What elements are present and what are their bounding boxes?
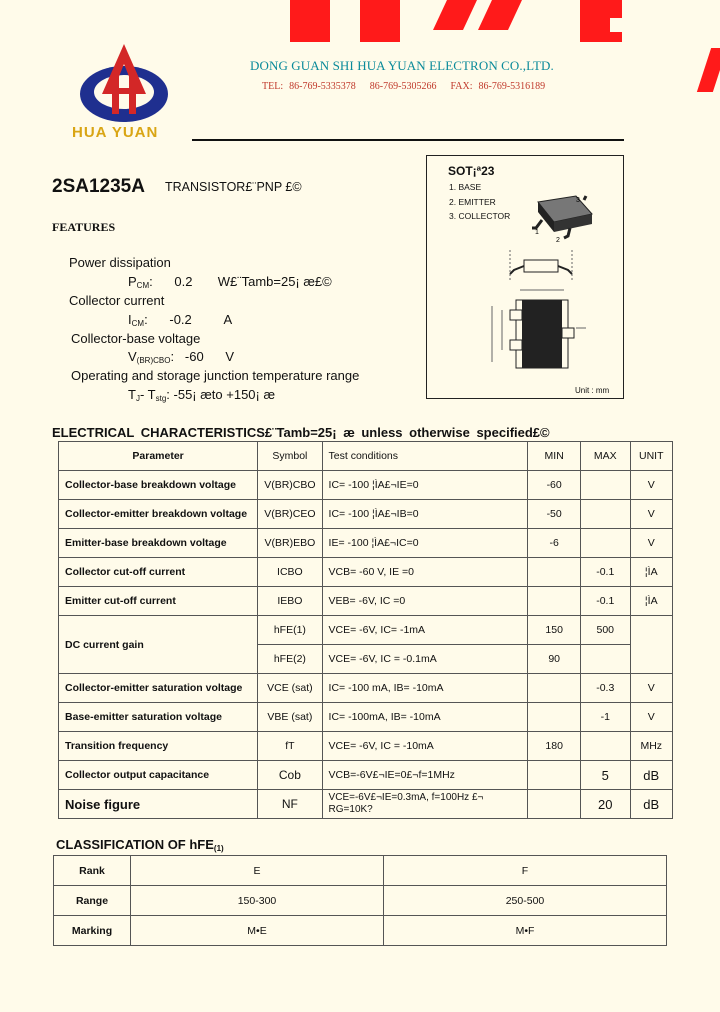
unit-cell: dB [630,761,672,790]
unit-cell [630,616,672,674]
min-cell [528,761,581,790]
min-cell [528,587,581,616]
icm-value: : -0.2 A [144,312,233,327]
table-row [54,886,667,916]
max-cell [581,732,630,761]
table-row [59,732,673,761]
electrical-table [58,441,673,819]
unit-cell: V [630,500,672,529]
vcbo-value: : -60 V [170,349,235,364]
param-cell: Collector-emitter saturation voltage [59,674,258,703]
min-cell [528,558,581,587]
vcbo-line [128,349,234,365]
company-name: DONG GUAN SHI HUA YUAN ELECTRON CO.,LTD. [250,58,554,73]
sot23-package-drawing [480,190,620,380]
cb-voltage-label: Collector-base voltage [71,331,201,346]
classification-title [56,837,224,853]
brand-name: HUA YUAN [72,124,159,141]
header-max: MAX [581,442,630,471]
tel-2: 86-769-5305266 [369,81,437,92]
table-row [59,790,673,819]
param-cell: Transition frequency [59,732,258,761]
package-name: SOT¡ª23 [448,164,495,178]
watermark-stroke [360,0,400,42]
header-parameter: Parameter [59,442,258,471]
range-e: 150-300 [131,886,384,916]
tstg-symbol: - T [139,387,156,402]
header-symbol: Symbol [258,442,322,471]
rank-f: F [384,856,667,886]
cond-cell: IC= -100mA, IB= -10mA [322,703,528,732]
watermark-stroke [610,18,630,32]
rank-label: Rank [54,856,131,886]
vcbo-symbol: V [128,349,137,364]
header-min: MIN [528,442,581,471]
header-conditions: Test conditions [322,442,528,471]
min-cell: 90 [528,645,581,674]
power-label: Power dissipation [69,255,171,270]
table-row [59,587,673,616]
collector-label: Collector current [69,293,165,308]
tj-symbol: T [128,387,136,402]
min-cell: 180 [528,732,581,761]
fax-number: 86-769-5316189 [478,81,546,92]
min-cell: -6 [528,529,581,558]
symbol-cell: hFE(1) [258,616,322,645]
pcm-value: : 0.2 W£¨Tamb=25¡ æ£© [149,274,332,289]
temp-value: : -55¡ æto +150¡ æ [166,387,276,402]
pcm-sub: CM [136,281,150,290]
classification-title-text: CLASSIFICATION OF hFE [56,837,214,852]
cond-cell: VCE= -6V, IC= -1mA [322,616,528,645]
pin-2-label: 2. EMITTER [449,197,496,207]
table-row [59,703,673,732]
part-number: 2SA1235A [52,176,145,197]
part-type: TRANSISTOR£¨PNP £© [165,180,302,194]
max-cell [581,529,630,558]
max-cell: -0.1 [581,558,630,587]
min-cell: -50 [528,500,581,529]
param-cell: Collector-base breakdown voltage [59,471,258,500]
cond-cell: VEB= -6V, IC =0 [322,587,528,616]
min-cell: -60 [528,471,581,500]
tel-1: 86-769-5335378 [289,81,356,92]
pin-mark-3: 3 [576,197,580,204]
marking-e: M•E [131,916,384,946]
classification-title-sub: (1) [213,844,224,853]
tstg-sub: stg [155,394,167,403]
cond-cell: IC= -100 mA, IB= -10mA [322,674,528,703]
rank-e: E [131,856,384,886]
param-cell: Base-emitter saturation voltage [59,703,258,732]
cond-cell: VCE= -6V, IC = -0.1mA [322,645,528,674]
param-cell: Noise figure [59,790,258,819]
max-cell [581,500,630,529]
watermark-stroke [697,48,720,92]
unit-cell: dB [630,790,672,819]
cond-cell: VCB=-6V£¬IE=0£¬f=1MHz [322,761,528,790]
unit-cell: V [630,471,672,500]
pin-1-label: 1. BASE [449,182,482,192]
pcm-line [128,274,332,290]
watermark-stroke [478,0,522,30]
cond-cell: VCE= -6V, IC = -10mA [322,732,528,761]
min-cell [528,703,581,732]
fax-label: FAX: [450,81,473,92]
unit-cell: ¦ÌA [630,558,672,587]
unit-label: Unit : mm [575,386,610,395]
table-row [59,471,673,500]
max-cell: 500 [581,616,630,645]
table-row [59,529,673,558]
table-row [59,674,673,703]
cond-cell: IE= -100 ¦ÌA£¬IC=0 [322,529,528,558]
symbol-cell: NF [258,790,322,819]
symbol-cell: V(BR)CEO [258,500,322,529]
unit-cell: V [630,674,672,703]
param-cell: Emitter-base breakdown voltage [59,529,258,558]
symbol-cell: V(BR)EBO [258,529,322,558]
temp-line [128,387,275,403]
watermark-stroke [290,0,330,42]
marking-label: Marking [54,916,131,946]
temp-label: Operating and storage junction temperature range [71,368,360,383]
pin-3-label: 3. COLLECTOR [449,211,511,221]
symbol-cell: ICBO [258,558,322,587]
features-title: FEATURES [52,220,116,234]
header-divider [192,139,624,141]
symbol-cell: IEBO [258,587,322,616]
hua-yuan-logo [70,42,178,124]
table-row [59,761,673,790]
electrical-title: ELECTRICAL CHARACTERISTICS£¨Tamb=25¡ æ unless otherwise specified£© [52,425,550,440]
cond-cell: IC= -100 ¦ÌA£¬IB=0 [322,500,528,529]
max-cell [581,645,630,674]
cond-cell: VCE=-6V£¬IE=0.3mA, f=100Hz £¬ RG=10K? [322,790,528,819]
symbol-cell: V(BR)CBO [258,471,322,500]
tel-label: TEL: [262,81,284,92]
range-label: Range [54,886,131,916]
icm-line [128,312,232,328]
range-f: 250-500 [384,886,667,916]
watermark-stroke [433,0,477,30]
param-cell: Emitter cut-off current [59,587,258,616]
param-cell: Collector output capacitance [59,761,258,790]
symbol-cell: hFE(2) [258,645,322,674]
min-cell: 150 [528,616,581,645]
table-row [59,616,673,645]
max-cell [581,471,630,500]
tj-sub: J [135,394,140,403]
contact-line [262,81,559,92]
symbol-cell: VCE (sat) [258,674,322,703]
param-cell: Collector cut-off current [59,558,258,587]
cond-cell: IC= -100 ¦ÌA£¬IE=0 [322,471,528,500]
max-cell: -0.1 [581,587,630,616]
pin-mark-1: 1 [535,229,539,236]
table-header-row [59,442,673,471]
header-unit: UNIT [630,442,672,471]
cond-cell: VCB= -60 V, IE =0 [322,558,528,587]
min-cell [528,674,581,703]
symbol-cell: Cob [258,761,322,790]
param-cell: DC current gain [59,616,258,674]
unit-cell: V [630,703,672,732]
unit-cell: V [630,529,672,558]
max-cell: -0.3 [581,674,630,703]
marking-f: M•F [384,916,667,946]
table-row [59,500,673,529]
symbol-cell: fT [258,732,322,761]
max-cell: 5 [581,761,630,790]
min-cell [528,790,581,819]
vcbo-sub: (BR)CBO [136,356,171,365]
table-row [59,558,673,587]
table-row [54,856,667,886]
classification-table [53,855,667,946]
unit-cell: MHz [630,732,672,761]
unit-cell: ¦ÌA [630,587,672,616]
pin-mark-2: 2 [556,237,560,244]
icm-sub: CM [131,319,145,328]
symbol-cell: VBE (sat) [258,703,322,732]
icm-symbol: I [128,312,132,327]
max-cell: -1 [581,703,630,732]
table-row [54,916,667,946]
param-cell: Collector-emitter breakdown voltage [59,500,258,529]
pcm-symbol: P [128,274,137,289]
max-cell: 20 [581,790,630,819]
